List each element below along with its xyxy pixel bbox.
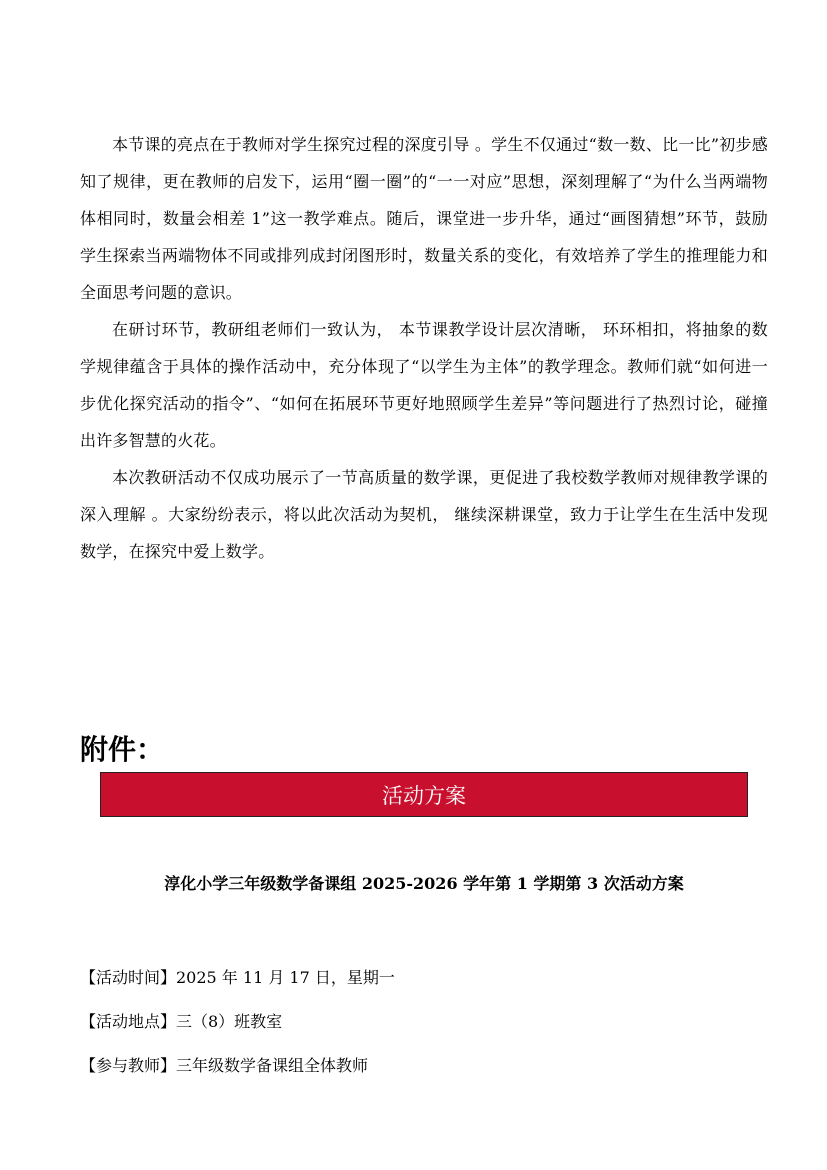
attachment-heading: 附件：: [80, 733, 165, 766]
info-activity-time: 【活动时间】2025 年 11 月 17 日，星期一: [80, 968, 395, 987]
info-activity-location: 【活动地点】三（8）班教室: [80, 1012, 283, 1031]
paragraph-conclusion: 本次教研活动不仅成功展示了一节高质量的数学课，更促进了我校数学教师对规律教学课的深入理解 。大家纷纷表示，将以此次活动为契机， 继续深耕课堂，致力于让学生在生活中发现数学，在探究中爱上数学。: [80, 468, 768, 561]
body-text: [80, 126, 768, 570]
plan-info-list: [80, 956, 768, 1088]
banner-label: 活动方案: [382, 783, 466, 808]
paragraph-discussion: 在研讨环节，教研组老师们一致认为， 本节课教学设计层次清晰， 环环相扣，将抽象的数学规律蕴含于具体的操作活动中，充分体现了“以学生为主体”的教学理念。教师们就“如何进一步优化探究活动的指令”、“如何在拓展环节更好地照顾学生差异”等问题进行了热烈讨论，碰撞出许多智慧的火花。: [80, 320, 768, 450]
info-participants: 【参与教师】三年级数学备课组全体教师: [80, 1056, 369, 1075]
paragraph-highlights: 本节课的亮点在于教师对学生探究过程的深度引导 。学生不仅通过“数一数、比一比”初步感知了规律，更在教师的启发下，运用“圈一圈”的“一一对应”思想，深刻理解了“为什么当两端物体相同时，数量会相差 1”这一教学难点。随后，课堂进一步升华，通过“画图猜想”环节，鼓励学生探索当两端物体不同或排列成封闭图形时，数量关系的变化，有效培养了学生的推理能力和全面思考问题的意识。: [80, 135, 768, 302]
plan-title: 淳化小学三年级数学备课组 2025-2026 学年第 1 学期第 3 次活动方案: [164, 874, 684, 893]
activity-plan-banner: [100, 772, 748, 817]
